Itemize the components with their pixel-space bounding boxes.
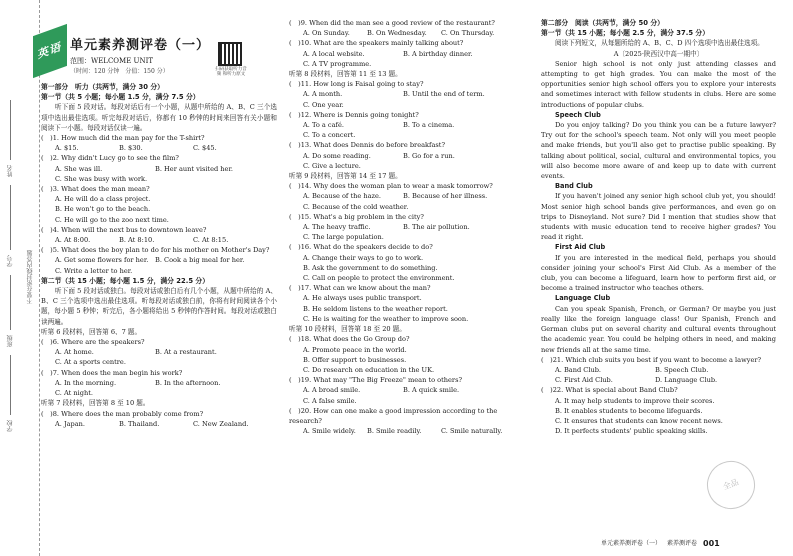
column-reading <box>541 18 776 436</box>
question-stem[interactable]: ( )12. Where is Dennis going tonight? <box>289 110 419 119</box>
school-label: 学校 <box>7 420 14 432</box>
answer-option: C. Give a lecture. <box>303 161 361 170</box>
instruction-paragraph: Do you enjoy talking? Do you think you can be a future lawyer? Try out for the school's speech team. Not only will you meet people and make friends, but you'll also get to practise public speaking. By talking about political, social, cultural and environmental topics, you will also become more aware of and keep up to date with current events. <box>541 121 776 181</box>
answer-option: A. At 8:00. <box>55 236 91 245</box>
answer-option: C. At a sports centre. <box>55 358 126 367</box>
answer-option: B. Because of her illness. <box>403 192 488 201</box>
answer-option: B. Offer support to businesses. <box>303 355 407 364</box>
subject-tab: 英语 <box>33 24 67 78</box>
question-stem[interactable]: ( )13. What does Dennis do before breakfast? <box>289 141 445 150</box>
question-stem[interactable]: ( )20. How can one make a good impression according to the research? <box>289 406 498 425</box>
answer-option: B. Speech Club. <box>655 365 709 374</box>
answer-option: C. A false smile. <box>303 396 357 405</box>
answer-option: B. To a cinema. <box>403 121 455 130</box>
answer-option: D. Language Club. <box>655 376 718 385</box>
instruction-paragraph: If you are interested in the medical field, perhaps you should consider joining your school's First Aid Club. As a member of the club, you can become a lifeguard, learn how to perform first aid, or become a trained instructor who teaches others. <box>541 253 776 293</box>
question-stem[interactable]: ( )6. Where are the speakers? <box>41 338 145 347</box>
question-stem[interactable]: ( )10. What are the speakers mainly talking about? <box>289 39 464 48</box>
answer-option: A. $15. <box>55 144 79 153</box>
answer-option: B. Until the end of term. <box>403 90 485 99</box>
qr-code-icon[interactable] <box>218 42 242 66</box>
option-row <box>289 120 529 130</box>
material-note: 听第 7 段材料，回答第 8 至 10 题。 <box>41 399 150 408</box>
option-row <box>41 419 277 429</box>
column-listening-1 <box>41 82 277 429</box>
answer-option: C. He is waiting for the weather to improve soon. <box>303 314 469 323</box>
option-row <box>289 49 529 59</box>
question-stem[interactable]: ( )18. What does the Go Group do? <box>289 335 410 344</box>
question-stem[interactable]: ( )22. What is special about Band Club? <box>541 386 678 395</box>
answer-option: B. Ask the government to do something. <box>303 263 438 272</box>
instruction-paragraph: Senior high school is not only just attending classes and attempting to get high grades. You can make the most of the opportunities senior high school offers you to explore your interests and sometimes interact with fellow students in clubs. Here are some introductions of popular clubs. <box>541 59 776 109</box>
answer-option: A. Promote peace in the world. <box>303 345 407 354</box>
answer-option: B. He seldom listens to the weather report. <box>303 304 448 313</box>
answer-option: C. On Thursday. <box>441 29 495 38</box>
answer-option: B. In the afternoon. <box>155 378 221 387</box>
question-stem[interactable]: ( )14. Why does the woman plan to wear a mask tomorrow? <box>289 182 493 191</box>
answer-option: A. Get some flowers for her. <box>55 256 149 265</box>
page-footer <box>601 539 791 548</box>
question-stem[interactable]: ( )1. How much did the man pay for the T-shirt? <box>41 134 205 143</box>
material-note: 听第 9 段材料，回答第 14 至 17 题。 <box>289 172 402 181</box>
answer-option: A. Band Club. <box>555 365 602 374</box>
answer-option: C. Call on people to protect the environment. <box>303 274 455 283</box>
option-row <box>41 347 277 357</box>
option-row <box>541 365 776 375</box>
section-heading: 第一部分 听力（共两节，满分 30 分） <box>41 83 164 91</box>
number-blank[interactable] <box>10 185 11 250</box>
answer-option: B. At a restaurant. <box>155 348 217 357</box>
answer-option: B. The air pollution. <box>403 223 470 232</box>
answer-option: B. At 8:10. <box>119 236 155 245</box>
section-heading: 第一节（共 5 小题；每小题 1.5 分，满分 7.5 分） <box>41 93 200 102</box>
answer-option: C. Write a letter to her. <box>55 266 133 275</box>
question-stem[interactable]: ( )8. Where does the man probably come from? <box>41 409 204 418</box>
answer-option: A. He always uses public transport. <box>303 294 422 303</box>
answer-option: B. A quick smile. <box>403 386 460 395</box>
question-stem[interactable]: ( )9. When did the man see a good review of the restaurant? <box>289 19 495 27</box>
material-note: 听第 6 段材料，回答第 6、7 题。 <box>41 327 142 336</box>
question-stem[interactable]: ( )2. Why didn't Lucy go to see the film? <box>41 154 179 163</box>
answer-option: C. One year. <box>303 100 344 109</box>
footer-paper-name: 单元素养测评卷（一） <box>601 540 662 547</box>
club-heading: First Aid Club <box>555 243 606 252</box>
answer-option: D. It perfects students' public speaking skills. <box>555 427 708 436</box>
answer-option: A. Because of the haze. <box>303 192 382 201</box>
option-row <box>41 164 277 174</box>
answer-option: C. Smile naturally. <box>441 427 503 436</box>
instruction-paragraph: 听下面 5 段对话或独白。每段对话或独白后有几个小题，从题中所给的 A、B、C 三个选项中选出最佳选项。听每段对话或独白前，你将有时间阅读各个小题，每小题 5 秒钟；听完后，各小题将给出 5 秒钟的作答时间。每段对话或独白读两遍。 <box>41 287 277 326</box>
page-number: 001 <box>703 539 720 548</box>
paper-title: 单元素养测评卷（一） <box>70 38 211 53</box>
question-stem[interactable]: ( )4. When will the next bus to downtown leave? <box>41 225 207 234</box>
option-row <box>541 375 776 385</box>
answer-option: C. At 8:15. <box>193 236 229 245</box>
instruction-paragraph: Can you speak Spanish, French, or German? Or maybe you just really like the foreign language class! Our Spanish, French and German clubs put on several charity and cultural events throughout the academic year. You could be helping others in need, and making new friends all at the same time. <box>541 304 776 354</box>
section-heading: 第一节（共 15 小题；每小题 2.5 分，满分 37.5 分） <box>541 29 710 38</box>
material-note: 听第 8 段材料，回答第 11 至 13 题。 <box>289 70 402 79</box>
answer-option: B. He won't go to the beach. <box>55 205 151 214</box>
answer-option: A. Japan. <box>55 419 86 428</box>
answer-option: C. Do research on education in the UK. <box>303 365 435 374</box>
number-label: 学号 <box>7 255 14 267</box>
answer-option: B. Her aunt visited her. <box>155 164 233 173</box>
question-stem[interactable]: ( )5. What does the boy plan to do for his mother on Mother's Day? <box>41 246 270 255</box>
binding-margin <box>0 0 40 556</box>
answer-option: A. A broad smile. <box>303 386 361 395</box>
answer-option: C. She was busy with work. <box>55 174 148 183</box>
instruction-paragraph: 听下面 5 段对话。每段对话后有一个小题，从题中所给的 A、B、C 三个选项中选出最佳选项。听完每段对话后，你都有 10 秒钟的时间来回答有关小题和阅读下一小题。每段对话仅读一遍。 <box>41 103 277 132</box>
option-row <box>289 385 529 395</box>
option-row <box>289 191 529 201</box>
club-heading: Band Club <box>555 182 593 191</box>
question-stem[interactable]: ( )17. What can we know about the man? <box>289 284 431 293</box>
column-listening-2 <box>289 18 529 436</box>
answer-option: A. In the morning. <box>55 378 117 387</box>
passage-label: A〔2025·陕西汉中高一期中〕 <box>613 49 704 58</box>
name-blank[interactable] <box>10 100 11 160</box>
option-row <box>41 255 277 265</box>
answer-option: A. At home. <box>55 348 94 357</box>
answer-option: B. $30. <box>119 144 143 153</box>
question-stem[interactable]: ( )19. What may "The Big Freeze" mean to others? <box>289 376 462 385</box>
qr-caption: 扫码获取听力音频 和听力原文 <box>215 67 247 77</box>
instruction-paragraph: If you haven't joined any senior high school club yet, you should! Most senior high school bands give performances, and even go on trips to Disneyland. Not sure? Did I mention that studies show that students with music education tend to receive higher grades? You read it right. <box>541 192 776 242</box>
answer-option: C. Because of the cold weather. <box>303 202 409 211</box>
answer-option: A. Smile widely. <box>303 427 356 436</box>
option-row <box>289 89 529 99</box>
answer-option: A. It may help students to improve their scores. <box>555 396 715 405</box>
answer-option: A. A local website. <box>303 49 365 58</box>
option-row <box>289 28 529 38</box>
section-heading: 第二部分 阅读（共两节，满分 50 分） <box>541 19 664 27</box>
answer-option: B. Go for a run. <box>403 151 455 160</box>
answer-option: C. It ensures that students can know recent news. <box>555 416 723 425</box>
answer-option: A. The heavy traffic. <box>303 223 371 232</box>
answer-option: B. It enables students to become lifeguards. <box>555 406 703 415</box>
answer-option: B. Thailand. <box>119 419 160 428</box>
class-label: 班级 <box>7 335 14 347</box>
answer-option: B. Smile readily. <box>367 427 422 436</box>
answer-option: A. Change their ways to go to work. <box>303 253 424 262</box>
time-score-info: （时间：120 分钟 分值：150 分） <box>70 68 169 75</box>
club-heading: Language Club <box>555 294 611 303</box>
answer-option: B. On Wednesday. <box>367 29 427 38</box>
footer-series: 素养测评卷 <box>667 540 698 547</box>
answer-option: A. Do some reading. <box>303 151 371 160</box>
answer-option: C. $45. <box>193 144 217 153</box>
answer-option: C. At night. <box>55 389 93 398</box>
option-row <box>289 222 529 232</box>
answer-option: C. The large population. <box>303 233 384 242</box>
answer-option: C. He will go to the zoo next time. <box>55 215 169 224</box>
option-row <box>41 235 277 245</box>
watermark-stamp: 全品 <box>700 454 762 516</box>
answer-option: C. A TV programme. <box>303 59 372 68</box>
unit-scope: 范围：WELCOME UNIT <box>70 57 154 65</box>
answer-option: C. New Zealand. <box>193 419 249 428</box>
answer-option: C. To a concert. <box>303 131 356 140</box>
instruction-paragraph: 阅读下列短文，从每题所给的 A、B、C、D 四个选项中选出最佳选项。 <box>555 39 764 48</box>
answer-option: A. On Sunday. <box>303 29 350 38</box>
answer-option: A. She was ill. <box>55 164 103 173</box>
club-heading: Speech Club <box>555 110 601 119</box>
name-label: 姓名 <box>7 165 14 177</box>
answer-option: A. A month. <box>303 90 343 99</box>
section-heading: 第二节（共 15 小题；每小题 1.5 分，满分 22.5 分） <box>41 276 210 285</box>
option-row <box>41 143 277 153</box>
class-blank[interactable] <box>10 275 11 330</box>
answer-option: C. First Aid Club. <box>555 376 613 385</box>
question-stem[interactable]: ( )7. When does the man begin his work? <box>41 368 183 377</box>
question-stem[interactable]: ( )16. What do the speakers decide to do? <box>289 243 433 252</box>
seal-line-notice: 不要在密封线内答题 <box>27 250 34 304</box>
question-stem[interactable]: ( )3. What does the man mean? <box>41 185 150 194</box>
answer-option: B. A birthday dinner. <box>403 49 473 58</box>
answer-option: A. He will do a class project. <box>55 195 151 204</box>
material-note: 听第 10 段材料，回答第 18 至 20 题。 <box>289 325 406 334</box>
option-row <box>289 426 529 436</box>
option-row <box>41 378 277 388</box>
question-stem[interactable]: ( )11. How long is Faisal going to stay? <box>289 80 424 89</box>
question-stem[interactable]: ( )15. What's a big problem in the city? <box>289 212 424 221</box>
answer-option: B. Cook a big meal for her. <box>155 256 245 265</box>
answer-option: A. To a café. <box>303 121 344 130</box>
school-blank[interactable] <box>10 355 11 415</box>
option-row <box>289 151 529 161</box>
question-stem[interactable]: ( )21. Which club suits you best if you want to become a lawyer? <box>541 355 762 364</box>
